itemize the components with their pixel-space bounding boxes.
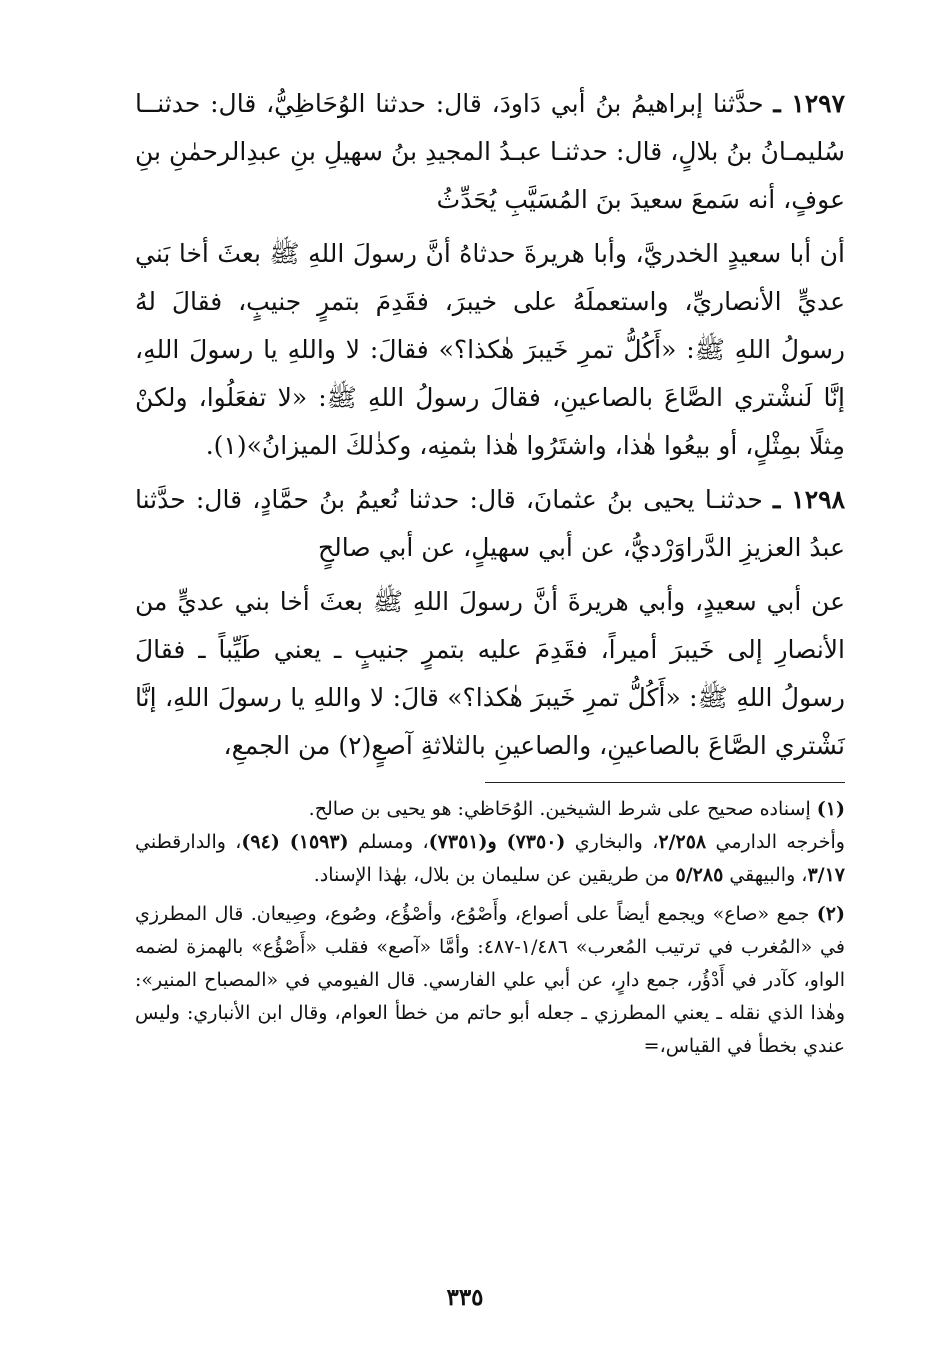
hadith-number: ١٢٩٨ ـ [773, 485, 845, 514]
footnote-text: ، ومسلم [348, 831, 429, 853]
hadith-1297-matn: أن أبا سعيدٍ الخدريَّ، وأبا هريرةَ حدثاهُ أنَّ رسولَ اللهِ ﷺ بعثَ أخا بَني عديٍّ الأنصاريِّ، واستعملَهُ على خيبرَ، فقَدِمَ بتمرٍ جنيبٍ، فقالَ لهُ رسولُ اللهِ ﷺ: «أَكُلُّ تمرِ خَيبرَ هٰكذا؟» فقالَ: لا واللهِ يا رسولَ اللهِ، إنَّا لَنشْتري الصَّاعَ بالصاعينِ، فقالَ رسولُ اللهِ ﷺ: «لا تفعَلُوا، ولكنْ مِثلًا بمِثْلٍ، أو بيعُوا هٰذا، واشتَرُوا هٰذا بثمنِه، وكذٰلكَ الميزانُ»(١). [135, 239, 845, 460]
footnote-text: ، والبيهقي [723, 864, 808, 886]
hadith-number: ١٢٩٧ ـ [773, 89, 845, 118]
footnote-1 [135, 793, 845, 892]
footnote-text: ، والبخاري [565, 831, 659, 853]
reference-number: (٧٣٥٠) و(٧٣٥١) [428, 831, 566, 853]
footnote-2 [135, 898, 845, 1063]
footnote-text: ، والدارقطني [135, 831, 242, 853]
footnote-text: وأخرجه الدارمي [706, 831, 845, 853]
footnote-text: إسناده صحيح على شرط الشيخين. الوُحَاظي: هو يحيى بن صالح. [308, 798, 817, 820]
hadith-1297-isnad [135, 80, 845, 224]
reference-number: ٢/٢٥٨ [658, 831, 707, 853]
footnote-divider [485, 782, 845, 783]
page-body [135, 80, 845, 1063]
footnote-text: جمع «صاع» ويجمع أيضاً على أصواع، وأَصْوُع، وأصْؤُع، وصُوع، وصِيعان. قال المطرزي في «المُغرب في ترتيب المُعرب» ١/٤٨٦-٤٨٧: وأمَّا «آصع» فقلب «أَصْؤُع» بالهمزة لضمه الواو، كآدر في أَدْؤُر، جمع دارٍ، عن أبي علي الفارسي. قال الفيومي في «المصباح المنير»: وهٰذا الذي نقله ـ يعني المطرزي ـ جعله أبو حاتم من خطأ العوام، وقال ابن الأنباري: وليس عندي بخطأ في القياس،= [135, 903, 845, 1057]
hadith-1298-matn: عن أبي سعيدٍ، وأبي هريرةَ أنَّ رسولَ اللهِ ﷺ بعثَ أخا بني عديٍّ من الأنصارِ إلى خَيبرَ أميراً، فقَدِمَ عليه بتمرٍ جنيبٍ ـ يعني طَيِّباً ـ فقالَ رسولُ اللهِ ﷺ: «أَكُلُّ تمرِ خَيبرَ هٰكذا؟» قالَ: لا واللهِ يا رسولَ اللهِ، إنَّا نَشْتري الصَّاعَ بالصاعينِ، والصاعينِ بالثلاثةِ آصعٍ(٢) من الجمعِ، [135, 587, 845, 760]
footnote-text: من طريقين عن سليمان بن بلال، بهٰذا الإسناد. [313, 864, 676, 886]
isnad-text: حدَّثنا إبراهيمُ بنُ أبي دَاودَ، قال: حدثنا الوُحَاظِيُّ، قال: حدثنــا سُليمـانُ بنُ بلالٍ، قال: حدثنـا عبـدُ المجيدِ بنُ سهيلِ بنِ عبدِالرحمٰنِ بنِ عوفٍ، أنه سَمعَ سعيدَ بنَ المُسَيَّبِ يُحَدِّثُ [135, 89, 845, 214]
footnote-marker: (٢) [816, 903, 845, 925]
hadith-1298-isnad [135, 476, 845, 572]
reference-number: ٥/٢٨٥ [675, 864, 724, 886]
reference-number: (١٥٩٣) (٩٤) [241, 831, 349, 853]
isnad-text: حدثنـا يحيى بنُ عثمانَ، قال: حدثنا نُعيمُ بنُ حمَّادٍ، قال: حدَّثنا عبدُ العزيزِ الدَّراوَرْديُّ، عن أبي سهيلٍ، عن أبي صالحٍ [135, 485, 845, 562]
reference-number: ٣/١٧ [807, 864, 845, 886]
footnote-marker: (١) [816, 798, 845, 820]
page-number: ٣٣٥ [446, 1284, 484, 1311]
